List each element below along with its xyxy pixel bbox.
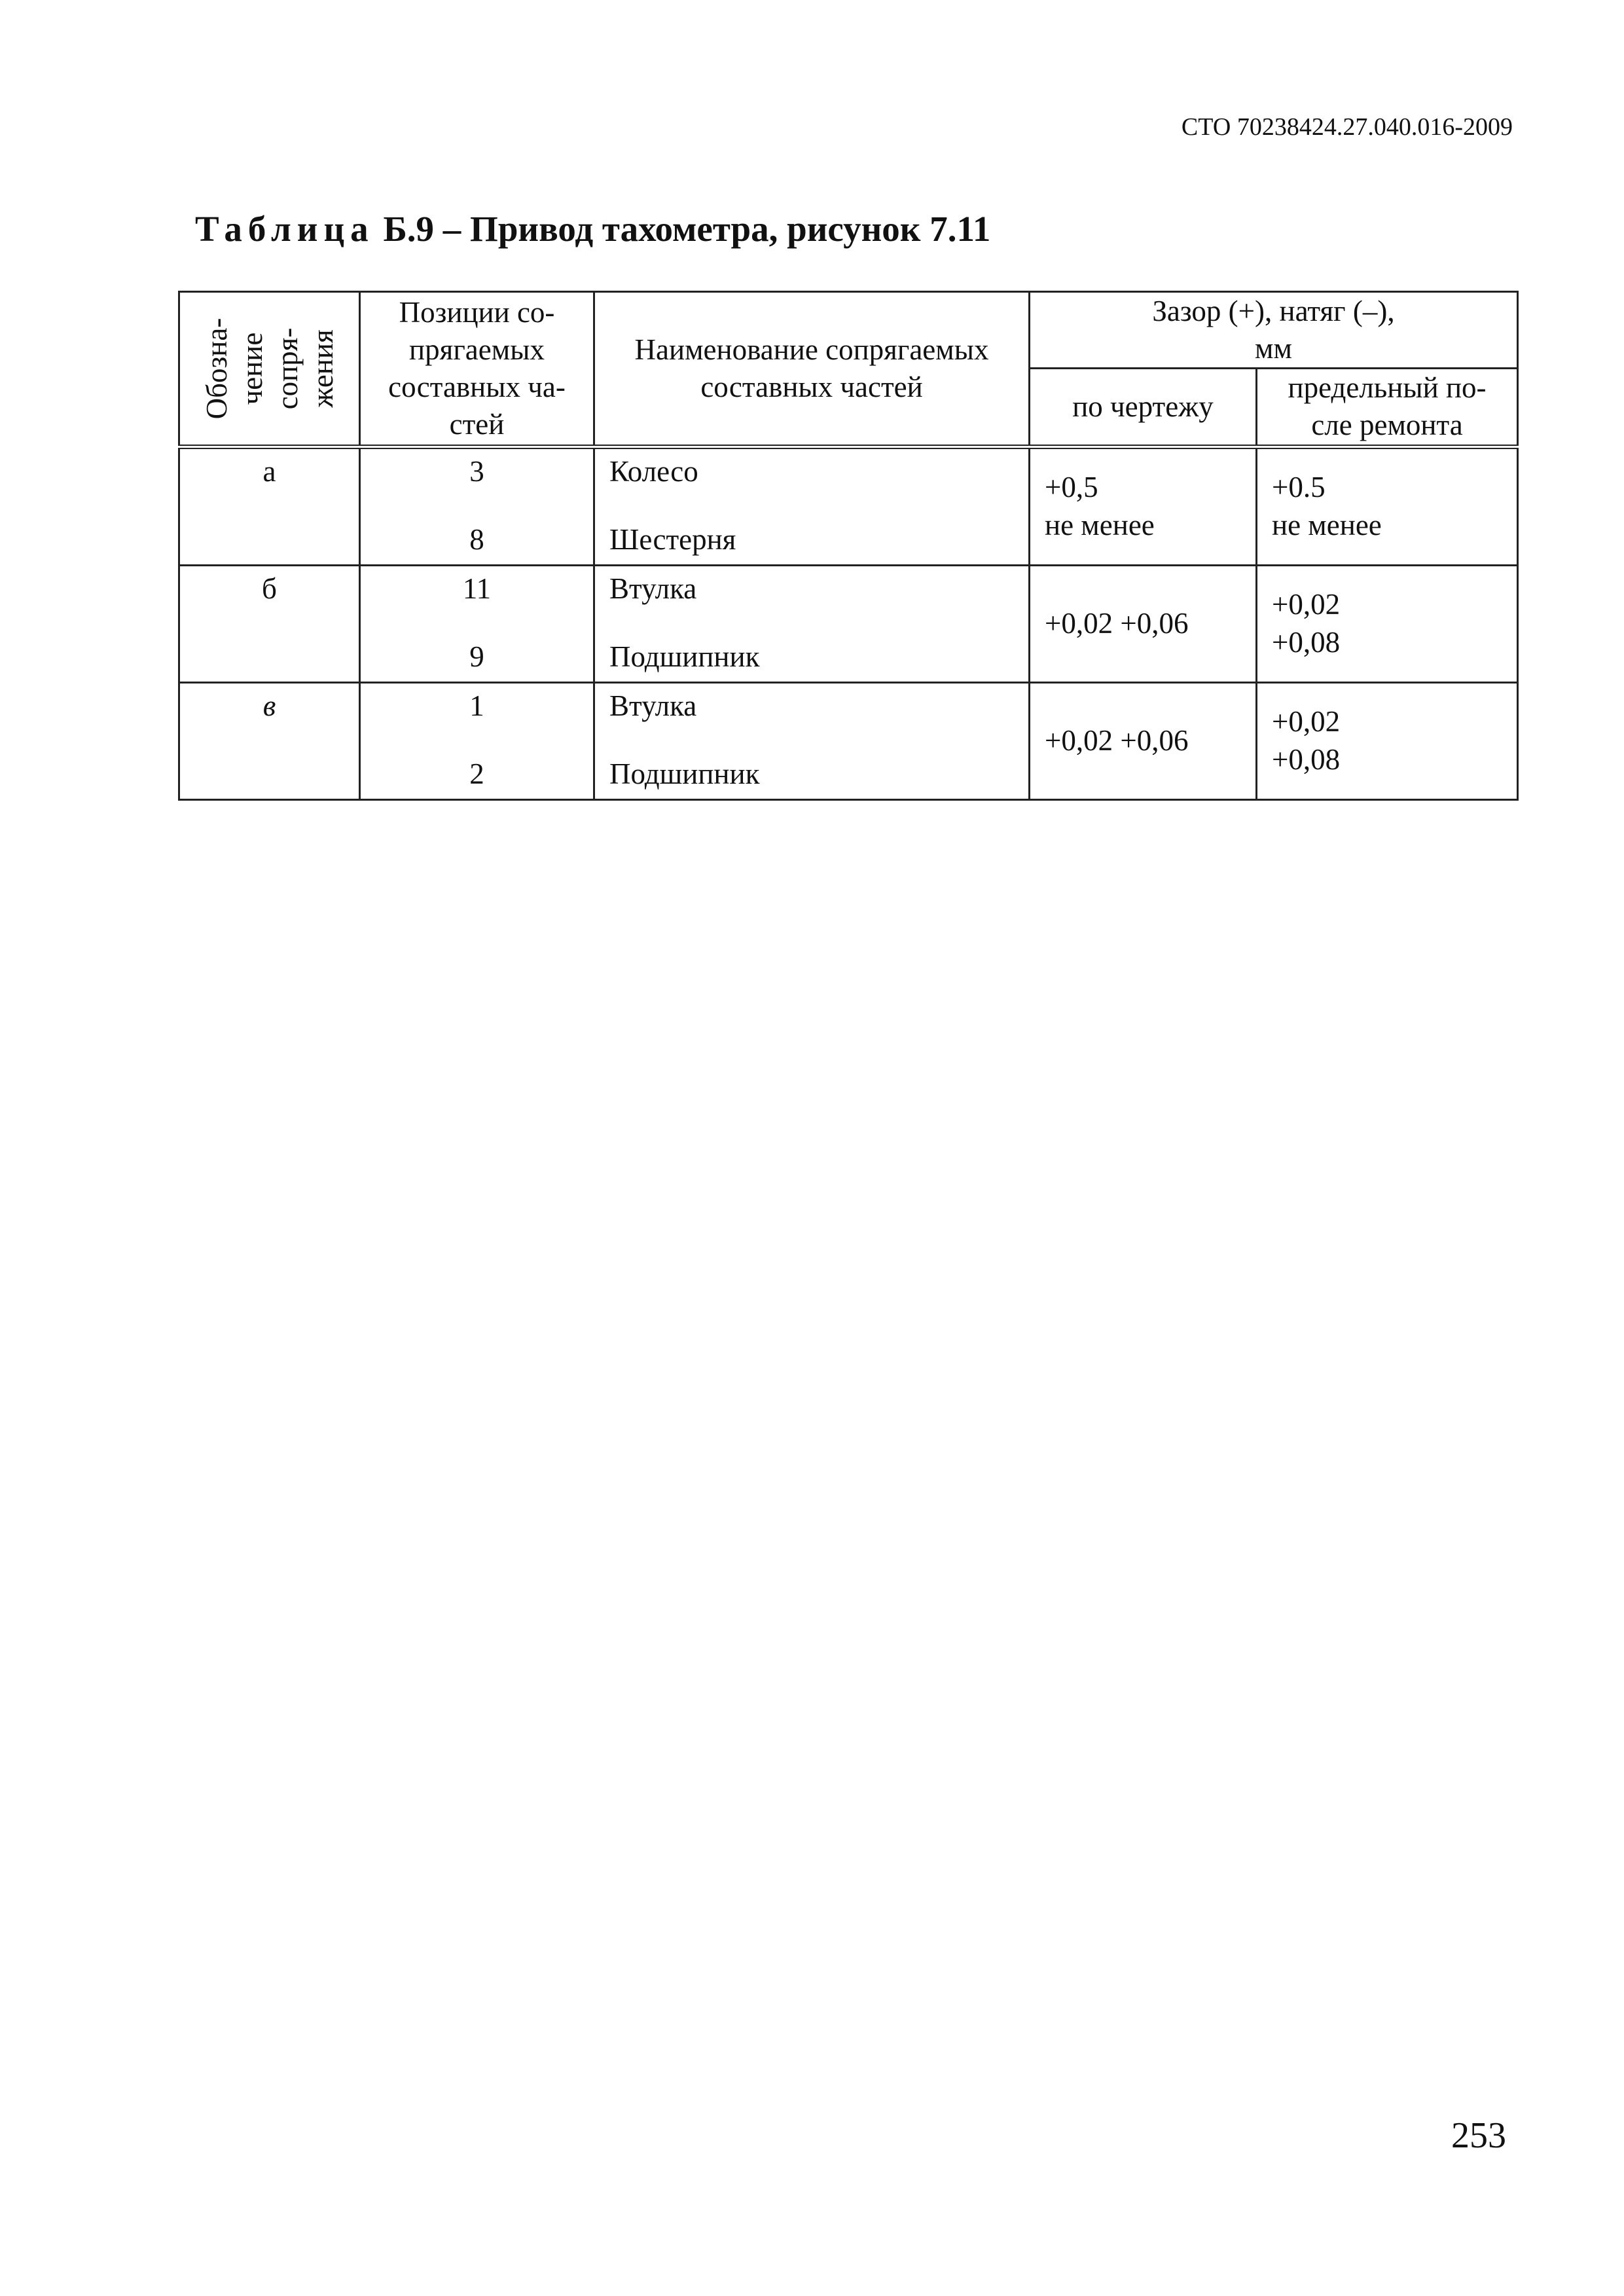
spec-table [178,291,1519,801]
header-positions: Позиции со- прягаемых составных ча- стей [360,292,594,447]
header-part-names: Наименование сопрягаемых составных частей [594,292,1030,447]
cell-limit: +0,02 +0,08 [1257,565,1518,682]
table-title-text: Б.9 – Привод тахометра, рисунок 7.11 [374,209,991,249]
cell-part-names: Втулка Подшипник [594,682,1030,799]
cell-code: а [179,446,360,565]
header-designation: Обозна- чение сопря- жения [179,292,360,447]
table-title [195,208,990,249]
cell-part-names: Колесо Шестерня [594,446,1030,565]
cell-limit: +0.5 не менее [1257,446,1518,565]
header-by-drawing: по чертежу [1030,369,1257,446]
table-row [179,682,1518,799]
cell-positions: 1 2 [360,682,594,799]
table-title-label: Таблица [195,209,374,249]
page-number: 253 [1451,2115,1506,2156]
cell-part-names: Втулка Подшипник [594,565,1030,682]
table-row [179,565,1518,682]
cell-positions: 3 8 [360,446,594,565]
document-code: СТО 70238424.27.040.016-2009 [1181,113,1513,141]
cell-code: в [179,682,360,799]
cell-limit: +0,02 +0,08 [1257,682,1518,799]
cell-code: б [179,565,360,682]
cell-by-drawing: +0,02 +0,06 [1030,565,1257,682]
cell-by-drawing: +0,02 +0,06 [1030,682,1257,799]
header-clearance: Зазор (+), натяг (–), мм [1030,292,1518,369]
header-limit-after-repair: предельный по- сле ремонта [1257,369,1518,446]
cell-positions: 11 9 [360,565,594,682]
cell-by-drawing: +0,5 не менее [1030,446,1257,565]
table-row [179,446,1518,565]
